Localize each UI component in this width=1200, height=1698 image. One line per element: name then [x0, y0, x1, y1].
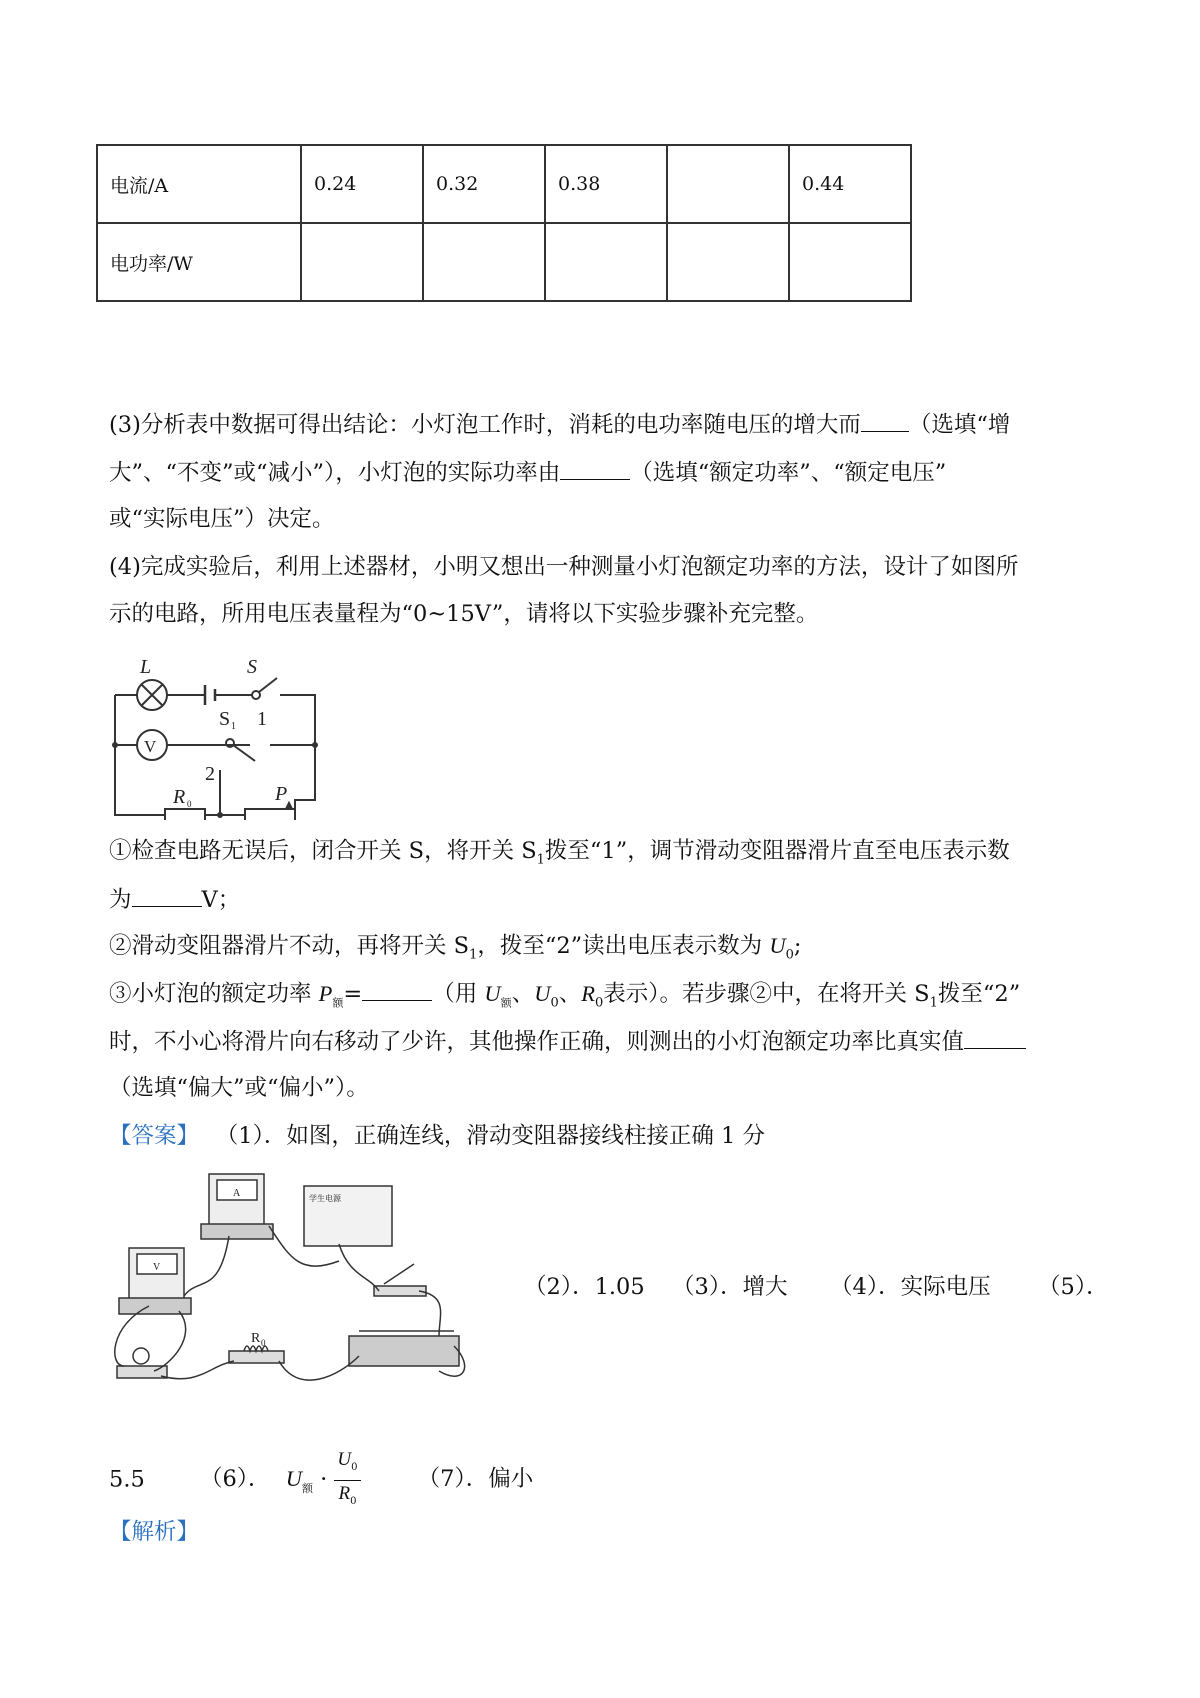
- text: ;: [793, 933, 802, 959]
- text: ①检查电路无误后，闭合开关 S，将开关 S: [109, 838, 537, 864]
- answer-3: （3）．增大: [672, 1274, 788, 1300]
- subscript: 1: [536, 852, 545, 868]
- subscript: 1: [929, 995, 938, 1011]
- step1-line2: [109, 884, 240, 915]
- math: P: [318, 981, 333, 1006]
- label-pos1: 1: [257, 708, 267, 730]
- q4-line1: (4)完成实验后，利用上述器材，小明又想出一种测量小灯泡额定功率的方法，设计了如图所: [109, 554, 1019, 580]
- step3-line3: （选填“偏大”或“偏小”）。: [109, 1075, 369, 1101]
- resistor-icon: [229, 1351, 284, 1363]
- fraction: [334, 1447, 360, 1514]
- math: U: [769, 933, 786, 958]
- resistor-r0: [165, 809, 205, 820]
- table-cell: 0.32: [423, 145, 545, 223]
- table-cell: 0.24: [301, 145, 423, 223]
- blank: [964, 1026, 1026, 1049]
- math: U: [484, 981, 501, 1006]
- subscript: 1: [469, 947, 478, 963]
- rheostat-icon: [349, 1336, 459, 1366]
- subscript: 0: [350, 1495, 357, 1507]
- text: ，拨至“2”读出电压表示数为: [477, 933, 770, 959]
- text: 、: [558, 981, 582, 1007]
- answer-line3: 5.5 （6）． $U_额$ · $\frac{U_0}{R_0}$ （7）．偏小: [109, 1447, 533, 1514]
- label-pos2: 2: [205, 763, 215, 785]
- text: 大”、“不变”或“减小”），小灯泡的实际功率由: [109, 460, 561, 486]
- math: U: [337, 1449, 352, 1470]
- label-S: S: [247, 656, 257, 678]
- text: 拨至“1”，调节滑动变阻器滑片直至电压表示数: [544, 838, 1010, 864]
- text: （选填“增: [908, 412, 1011, 438]
- text: 时，不小心将滑片向右移动了少许，其他操作正确，则测出的小灯泡额定功率比真实值: [109, 1029, 965, 1055]
- subscript: 0: [351, 1461, 358, 1473]
- answer-line1: [109, 1121, 765, 1151]
- rheostat: [245, 809, 295, 820]
- table-cell: [423, 223, 545, 301]
- text: 为: [109, 887, 132, 913]
- answer-2: （2）．1.05: [524, 1274, 645, 1300]
- subscript: 额: [301, 1481, 313, 1495]
- text: 、: [511, 981, 535, 1007]
- q3-line1: [109, 409, 1010, 440]
- q3-line3: 或“实际电压”）决定。: [109, 506, 335, 532]
- math: U: [534, 981, 551, 1006]
- subscript: 0: [785, 947, 794, 963]
- text: （用: [432, 981, 485, 1007]
- subscript: 额: [332, 996, 344, 1010]
- subscript: 0: [594, 995, 604, 1011]
- blank: [132, 884, 202, 907]
- blank: [861, 409, 909, 432]
- label-V: V: [153, 1262, 161, 1273]
- text: 表示）。若步骤②中，在将开关 S: [603, 981, 930, 1007]
- table-cell: 0.44: [789, 145, 911, 223]
- text: ③小灯泡的额定功率: [109, 981, 319, 1007]
- subscript: 0: [187, 799, 192, 809]
- q4-line2: 示的电路，所用电压表量程为“0~15V”，请将以下实验步骤补充完整。: [109, 601, 819, 627]
- table-cell: [667, 223, 789, 301]
- table-cell: [667, 145, 789, 223]
- text: （选填“额定功率”、“额定电压”: [630, 460, 947, 486]
- label-R0: R: [173, 786, 186, 808]
- label-V: V: [144, 737, 157, 756]
- step1-line1: [109, 836, 1010, 876]
- table-cell: [301, 223, 423, 301]
- text: （1）．如图，正确连线，滑动变阻器接线柱接正确 1 分: [227, 1123, 765, 1149]
- text: (3)分析表中数据可得出结论：小灯泡工作时，消耗的电功率随电压的增大而: [109, 412, 861, 438]
- table-cell: [789, 223, 911, 301]
- blank: [362, 978, 432, 1001]
- answer-5-label: （5）．: [1038, 1274, 1109, 1300]
- answer-4: （4）．实际电压: [830, 1274, 991, 1300]
- label-R0: R: [251, 1331, 261, 1346]
- math: R: [581, 981, 595, 1006]
- table-row-power: [97, 223, 911, 301]
- bulb-icon: [133, 1348, 149, 1364]
- label-S1: S: [219, 708, 231, 730]
- subscript: 0: [261, 1338, 266, 1348]
- math: U: [285, 1466, 302, 1492]
- apparatus-illustration: [109, 1166, 475, 1406]
- label-supply: 学生电源: [309, 1194, 341, 1203]
- label-P: P: [275, 783, 288, 805]
- label-A: A: [233, 1188, 241, 1199]
- table-cell: [545, 223, 667, 301]
- row-label: 电流/A: [97, 145, 301, 223]
- answer-5-value: 5.5: [109, 1466, 145, 1493]
- subscript: 0: [550, 995, 559, 1011]
- math: R: [338, 1482, 351, 1504]
- text: =: [343, 981, 363, 1007]
- step3-line1: [109, 978, 1020, 1019]
- data-table: [96, 144, 912, 302]
- text: V；: [201, 887, 241, 913]
- row-label: 电功率/W: [97, 223, 301, 301]
- blank: [560, 457, 630, 480]
- circuit-diagram: [105, 645, 335, 820]
- subscript: 额: [500, 996, 512, 1010]
- answer-7: （7）．偏小: [417, 1466, 534, 1493]
- answer-tag: 【答案】: [109, 1123, 200, 1149]
- text: 拨至“2”: [937, 981, 1021, 1007]
- table-cell: 0.38: [545, 145, 667, 223]
- table-row-current: [97, 145, 911, 223]
- analysis-tag: 【解析】: [109, 1519, 200, 1545]
- switch-icon: [374, 1286, 426, 1296]
- label-L: L: [140, 656, 152, 678]
- text: ②滑动变阻器滑片不动，再将开关 S: [109, 933, 470, 959]
- step2: [109, 931, 801, 971]
- answer-6-label: （6）．: [199, 1466, 271, 1493]
- step3-line2: [109, 1026, 1026, 1057]
- q3-line2: [109, 457, 946, 488]
- subscript: 1: [231, 721, 236, 732]
